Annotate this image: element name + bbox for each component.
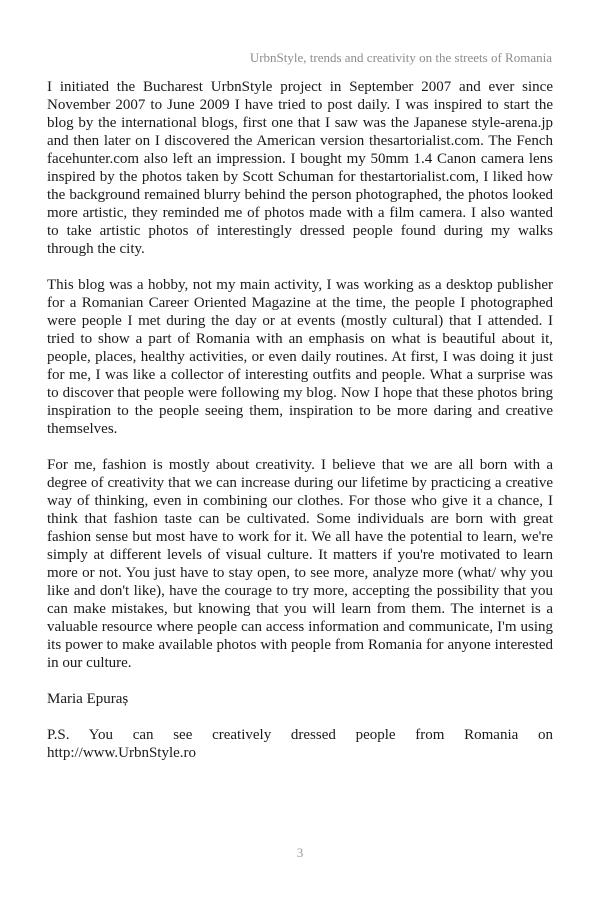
running-header-title: UrbnStyle, trends and creativity on the streets of Romania [249, 50, 552, 65]
paragraph-project-origin: I initiated the Bucharest UrbnStyle project in September 2007 and ever since November 2007 to June 2009 I have tried to post daily. I was inspired to start the blog by the international blogs, first one that I saw was the Japanese style-arena.jp and then later on I discovered the American version thesartorialist.com. The Fench facehunter.com also left an impression. I bought my 50mm 1.4 Canon camera lens inspired by the photos taken by Scott Schuman for thestartorialist.com, I liked how the background remained blurry behind the person photographed, the photos looked more artistic, they reminded me of photos made with a film camera. I also wanted to take artistic photos of interestingly dressed people found during my walks through the city. [47, 79, 553, 257]
postscript: P.S. You can see creatively dressed people from Romania on http://www.UrbnStyle.ro [47, 727, 553, 761]
paragraph-fashion-creativity: For me, fashion is mostly about creativity. I believe that we are all born with a degree of creativity that we can increase during our lifetime by practicing a creative way of thinking, even in combining our clothes. For those who give it a chance, I think that fashion taste can be cultivated. Some individuals are born with great fashion sense but most have to work for it. We all have the potential to learn, we're simply at different levels of visual culture. It matters if you're motivated to learn more or not. You just have to stay open, to see more, analyze more (what/ why you like and don't like), have the courage to try more, accepting the possibility that you can make mistakes, but knowing that you will learn from them. The internet is a valuable resource where people can access information and communicate, I'm using its power to make available photos with people from Romania for anyone interested in our culture. [47, 457, 553, 671]
document-body [47, 78, 553, 780]
author-signature: Maria Epuraș [47, 691, 129, 707]
paragraph-blog-hobby: This blog was a hobby, not my main activity, I was working as a desktop publisher for a Romanian Career Oriented Magazine at the time, the people I photographed were people I met during the day or at events (mostly cultural) that I attended. I tried to show a part of Romania with an emphasis on what is beautiful about it, people, places, healthy activities, or even daily routines. At first, I was doing it just for me, I was like a collector of interesting outfits and people. What a surprise was to discover that people were following my blog. Now I hope that these photos bring inspiration to the people seeing them, inspiration to be more daring and creative themselves. [47, 277, 553, 437]
page-number: 3 [296, 845, 304, 860]
